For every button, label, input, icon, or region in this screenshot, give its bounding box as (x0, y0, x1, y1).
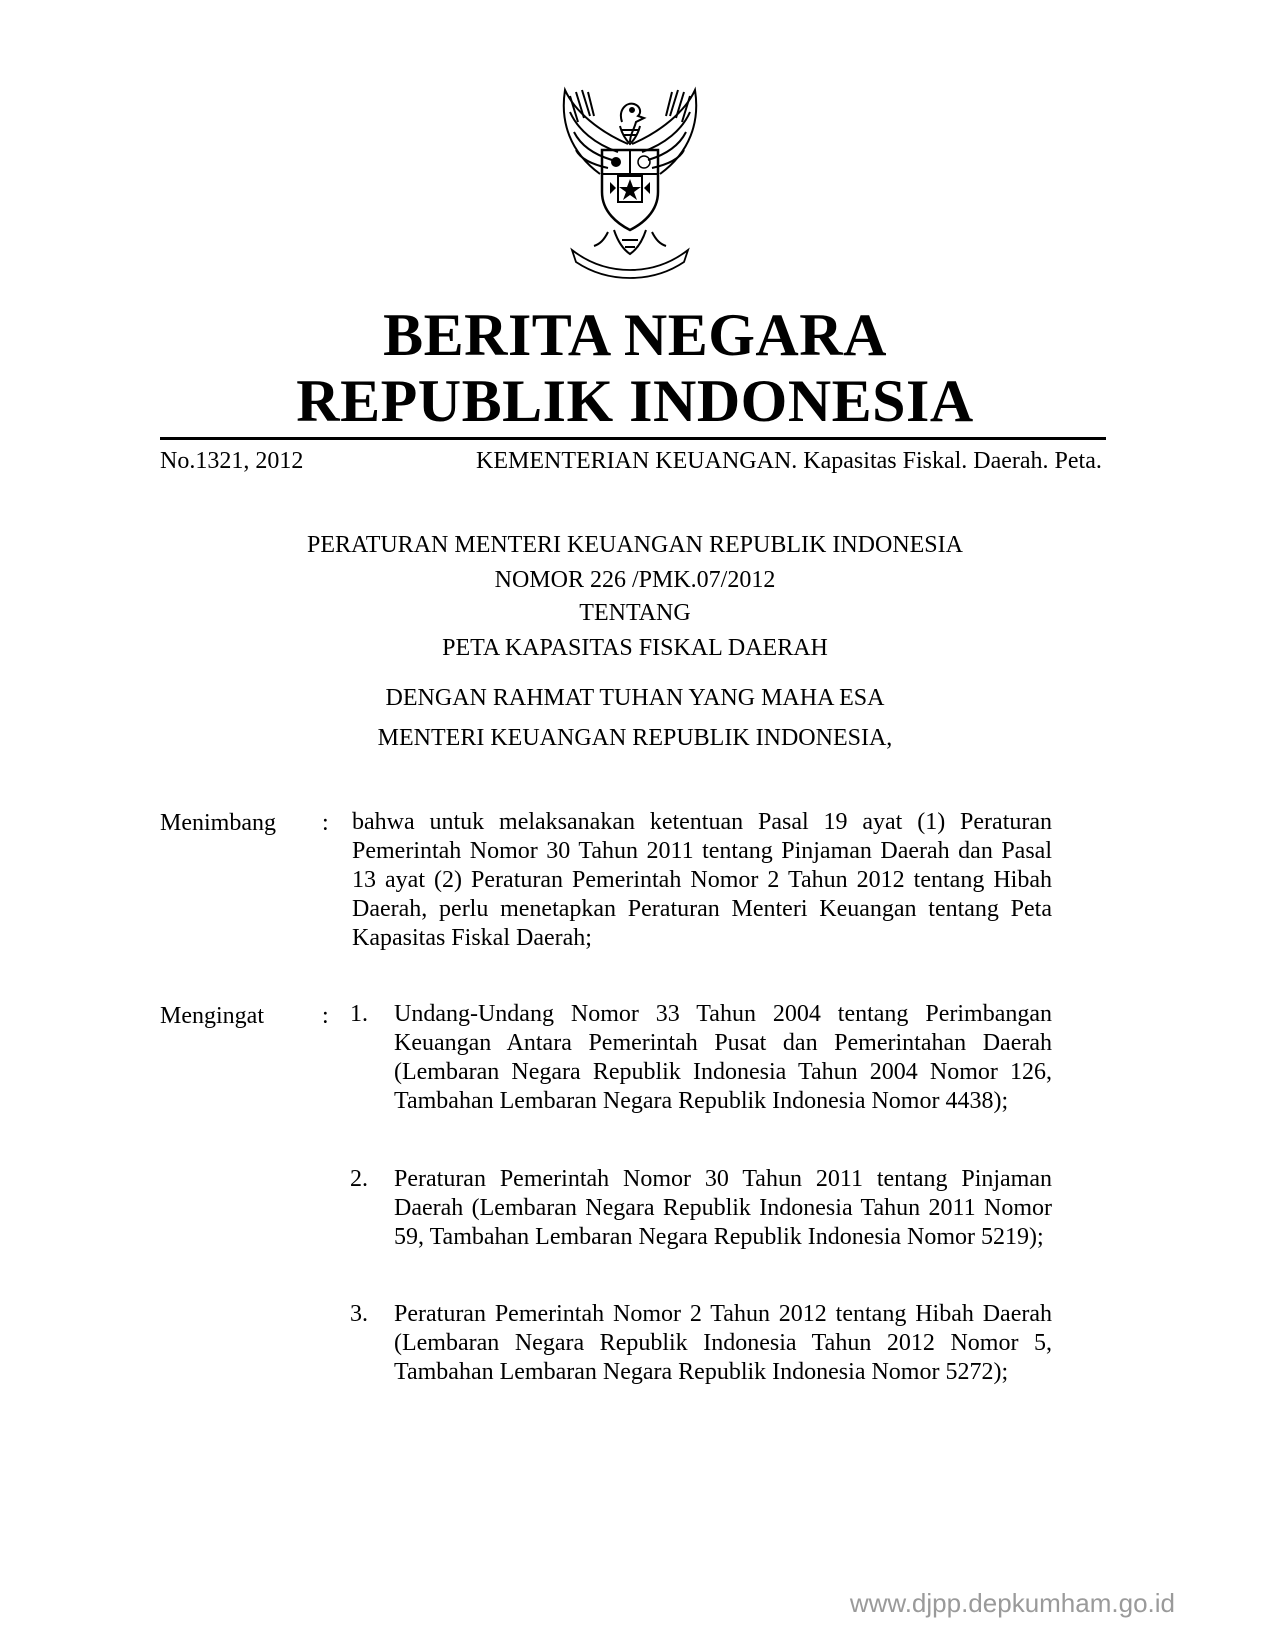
heading-subject: PETA KAPASITAS FISKAL DAERAH (442, 635, 828, 661)
heading-number: NOMOR 226 /PMK.07/2012 (494, 567, 776, 593)
mengingat-item-text: Peraturan Pemerintah Nomor 30 Tahun 2011 tentang Pinjaman Daerah (Lembaran Negara Republik Indonesia Tahun 2011 Nomor 59, Tambahan Lembaran Negara Republik Indonesia Nomor 5219); (394, 1166, 1052, 1250)
masthead-divider (160, 437, 1106, 440)
mengingat-item-number: 1. (350, 1001, 368, 1027)
mengingat-item-text: Undang-Undang Nomor 33 Tahun 2004 tentang Perimbangan Keuangan Antara Pemerintah Pusat dan Pemerintahan Daerah (Lembaran Negara Republik Indonesia Tahun 2004 Nomor 126, Tambahan Lembaran Negara Republik Indonesia Nomor 4438); (394, 1001, 1052, 1114)
heading-tentang: TENTANG (579, 600, 691, 626)
masthead-line-1: BERITA NEGARA (383, 302, 887, 368)
menimbang-label: Menimbang (160, 810, 276, 836)
menimbang-text: bahwa untuk melaksanakan ketentuan Pasal 19 ayat (1) Peraturan Pemerintah Nomor 30 Tahun 2011 tentang Pinjaman Daerah dan Pasal 13 ayat (2) Peraturan Pemerintah Nomor 2 Tahun 2012 tentang Hibah Daerah, perlu menetapkan Peraturan Menteri Keuangan tentang Peta Kapasitas Fiskal Daerah; (352, 809, 1052, 951)
mengingat-colon: : (322, 1003, 329, 1029)
heading-invocation: DENGAN RAHMAT TUHAN YANG MAHA ESA (385, 685, 885, 711)
heading-regulation: PERATURAN MENTERI KEUANGAN REPUBLIK INDONESIA (307, 532, 963, 558)
mengingat-item-text: Peraturan Pemerintah Nomor 2 Tahun 2012 tentang Hibah Daerah (Lembaran Negara Republik Indonesia Tahun 2012 Nomor 5, Tambahan Lembaran Negara Republik Indonesia Nomor 5272); (394, 1301, 1052, 1385)
garuda-emblem-icon (530, 82, 730, 282)
mengingat-item-number: 2. (350, 1166, 368, 1192)
heading-minister: MENTERI KEUANGAN REPUBLIK INDONESIA, (377, 725, 893, 751)
menimbang-colon: : (322, 810, 329, 836)
issue-summary: KEMENTERIAN KEUANGAN. Kapasitas Fiskal. Daerah. Peta. (476, 448, 1102, 474)
masthead-line-2: REPUBLIK INDONESIA (296, 368, 974, 434)
mengingat-item-number: 3. (350, 1301, 368, 1327)
issue-number: No.1321, 2012 (160, 448, 304, 474)
footer-website-link[interactable]: www.djpp.depkumham.go.id (849, 1588, 1175, 1618)
mengingat-label: Mengingat (160, 1003, 264, 1029)
